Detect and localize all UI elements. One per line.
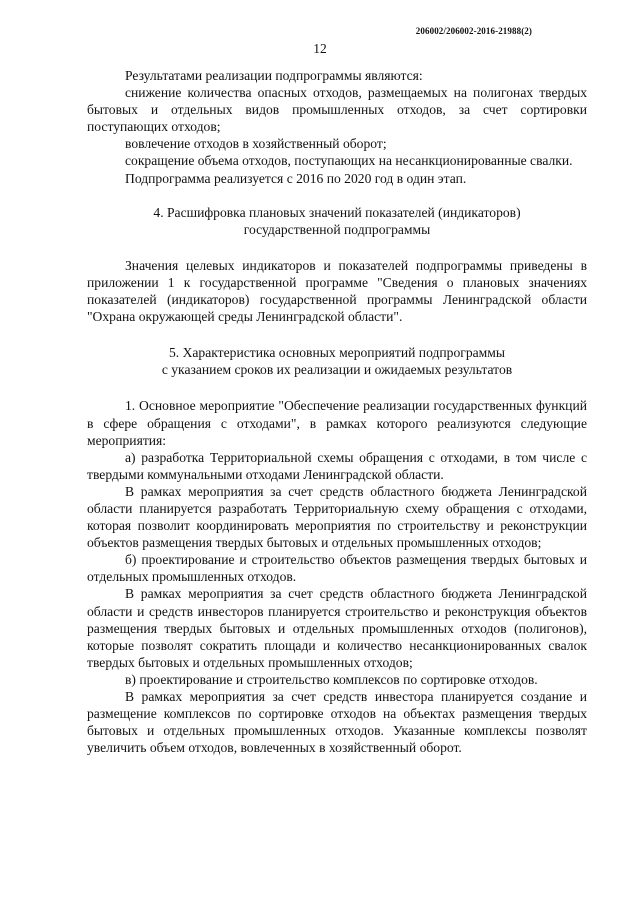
implementation-period: Подпрограмма реализуется с 2016 по 2020 год в один этап. — [125, 170, 467, 186]
section-5-heading — [87, 344, 587, 378]
results-intro: Результатами реализации подпрограммы являются: — [125, 68, 423, 83]
section-5-paragraph: В рамках мероприятия за счет средств инвестора планируется создание и размещение комплексов по сортировке отходов на объектах размещения твердых бытовых и отдельных промышленных отходов. Указанные комплексы позволят увеличить объем отходов, вовлеченных в хозяйственный оборот. — [87, 689, 587, 756]
page-number: 12 — [313, 41, 327, 56]
section-5-paragraph: 1. Основное мероприятие "Обеспечение реализации государственных функций в сфере обращения с отходами", в рамках которого реализуются следующие мероприятия: — [87, 398, 587, 448]
section-4-heading — [87, 204, 587, 238]
section-5-heading-line: 5. Характеристика основных мероприятий подпрограммы — [168, 345, 505, 361]
document-body — [87, 67, 587, 756]
section-5-heading-line: с указанием сроков их реализации и ожидаемых результатов — [161, 362, 513, 378]
section-5-paragraph: В рамках мероприятия за счет средств областного бюджета Ленинградской области планируется разработать Территориальную схему обращения с отходами, которая позволит координировать мероприятия по строительству и реконструкции объектов размещения твердых бытовых и отдельных промышленных отходов; — [87, 483, 587, 551]
section-4-heading-line: государственной подпрограммы — [243, 221, 431, 237]
section-5-paragraph: б) проектирование и строительство объектов размещения твердых бытовых и отдельных промышленных отходов. — [87, 552, 587, 585]
result-item: вовлечение отходов в хозяйственный оборот; — [125, 136, 387, 152]
document-id: 206002/206002-2016-21988(2) — [415, 26, 532, 36]
section-5-paragraph: а) разработка Территориальной схемы обращения с отходами, в том числе с твердыми коммунальными отходами Ленинградской области. — [87, 449, 587, 482]
section-5-paragraph: в) проектирование и строительство комплексов по сортировке отходов. — [125, 671, 538, 687]
section-4-heading-line: 4. Расшифровка плановых значений показателей (индикаторов) — [153, 204, 521, 220]
result-item: сокращение объема отходов, поступающих на несанкционированные свалки. — [125, 153, 573, 169]
section-5-paragraph: В рамках мероприятия за счет средств областного бюджета Ленинградской области и средств инвесторов планируется строительство и реконструкция объектов размещения твердых бытовых и отдельных промышленных отходов (полигонов), которые позволят сократить площади и количество несанкционированных свалок твердых бытовых и отдельных промышленных отходов; — [87, 586, 587, 670]
result-item: снижение количества опасных отходов, размещаемых на полигонах твердых бытовых и отдельных видов промышленных отходов, за счет сортировки поступающих отходов; — [87, 85, 587, 135]
section-4-paragraph: Значения целевых индикаторов и показателей подпрограммы приведены в приложении 1 к государственной программе "Сведения о плановых значениях показателей (индикаторов) государственной программы Ленинградской области "Охрана окружающей среды Ленинградской области". — [87, 257, 587, 325]
